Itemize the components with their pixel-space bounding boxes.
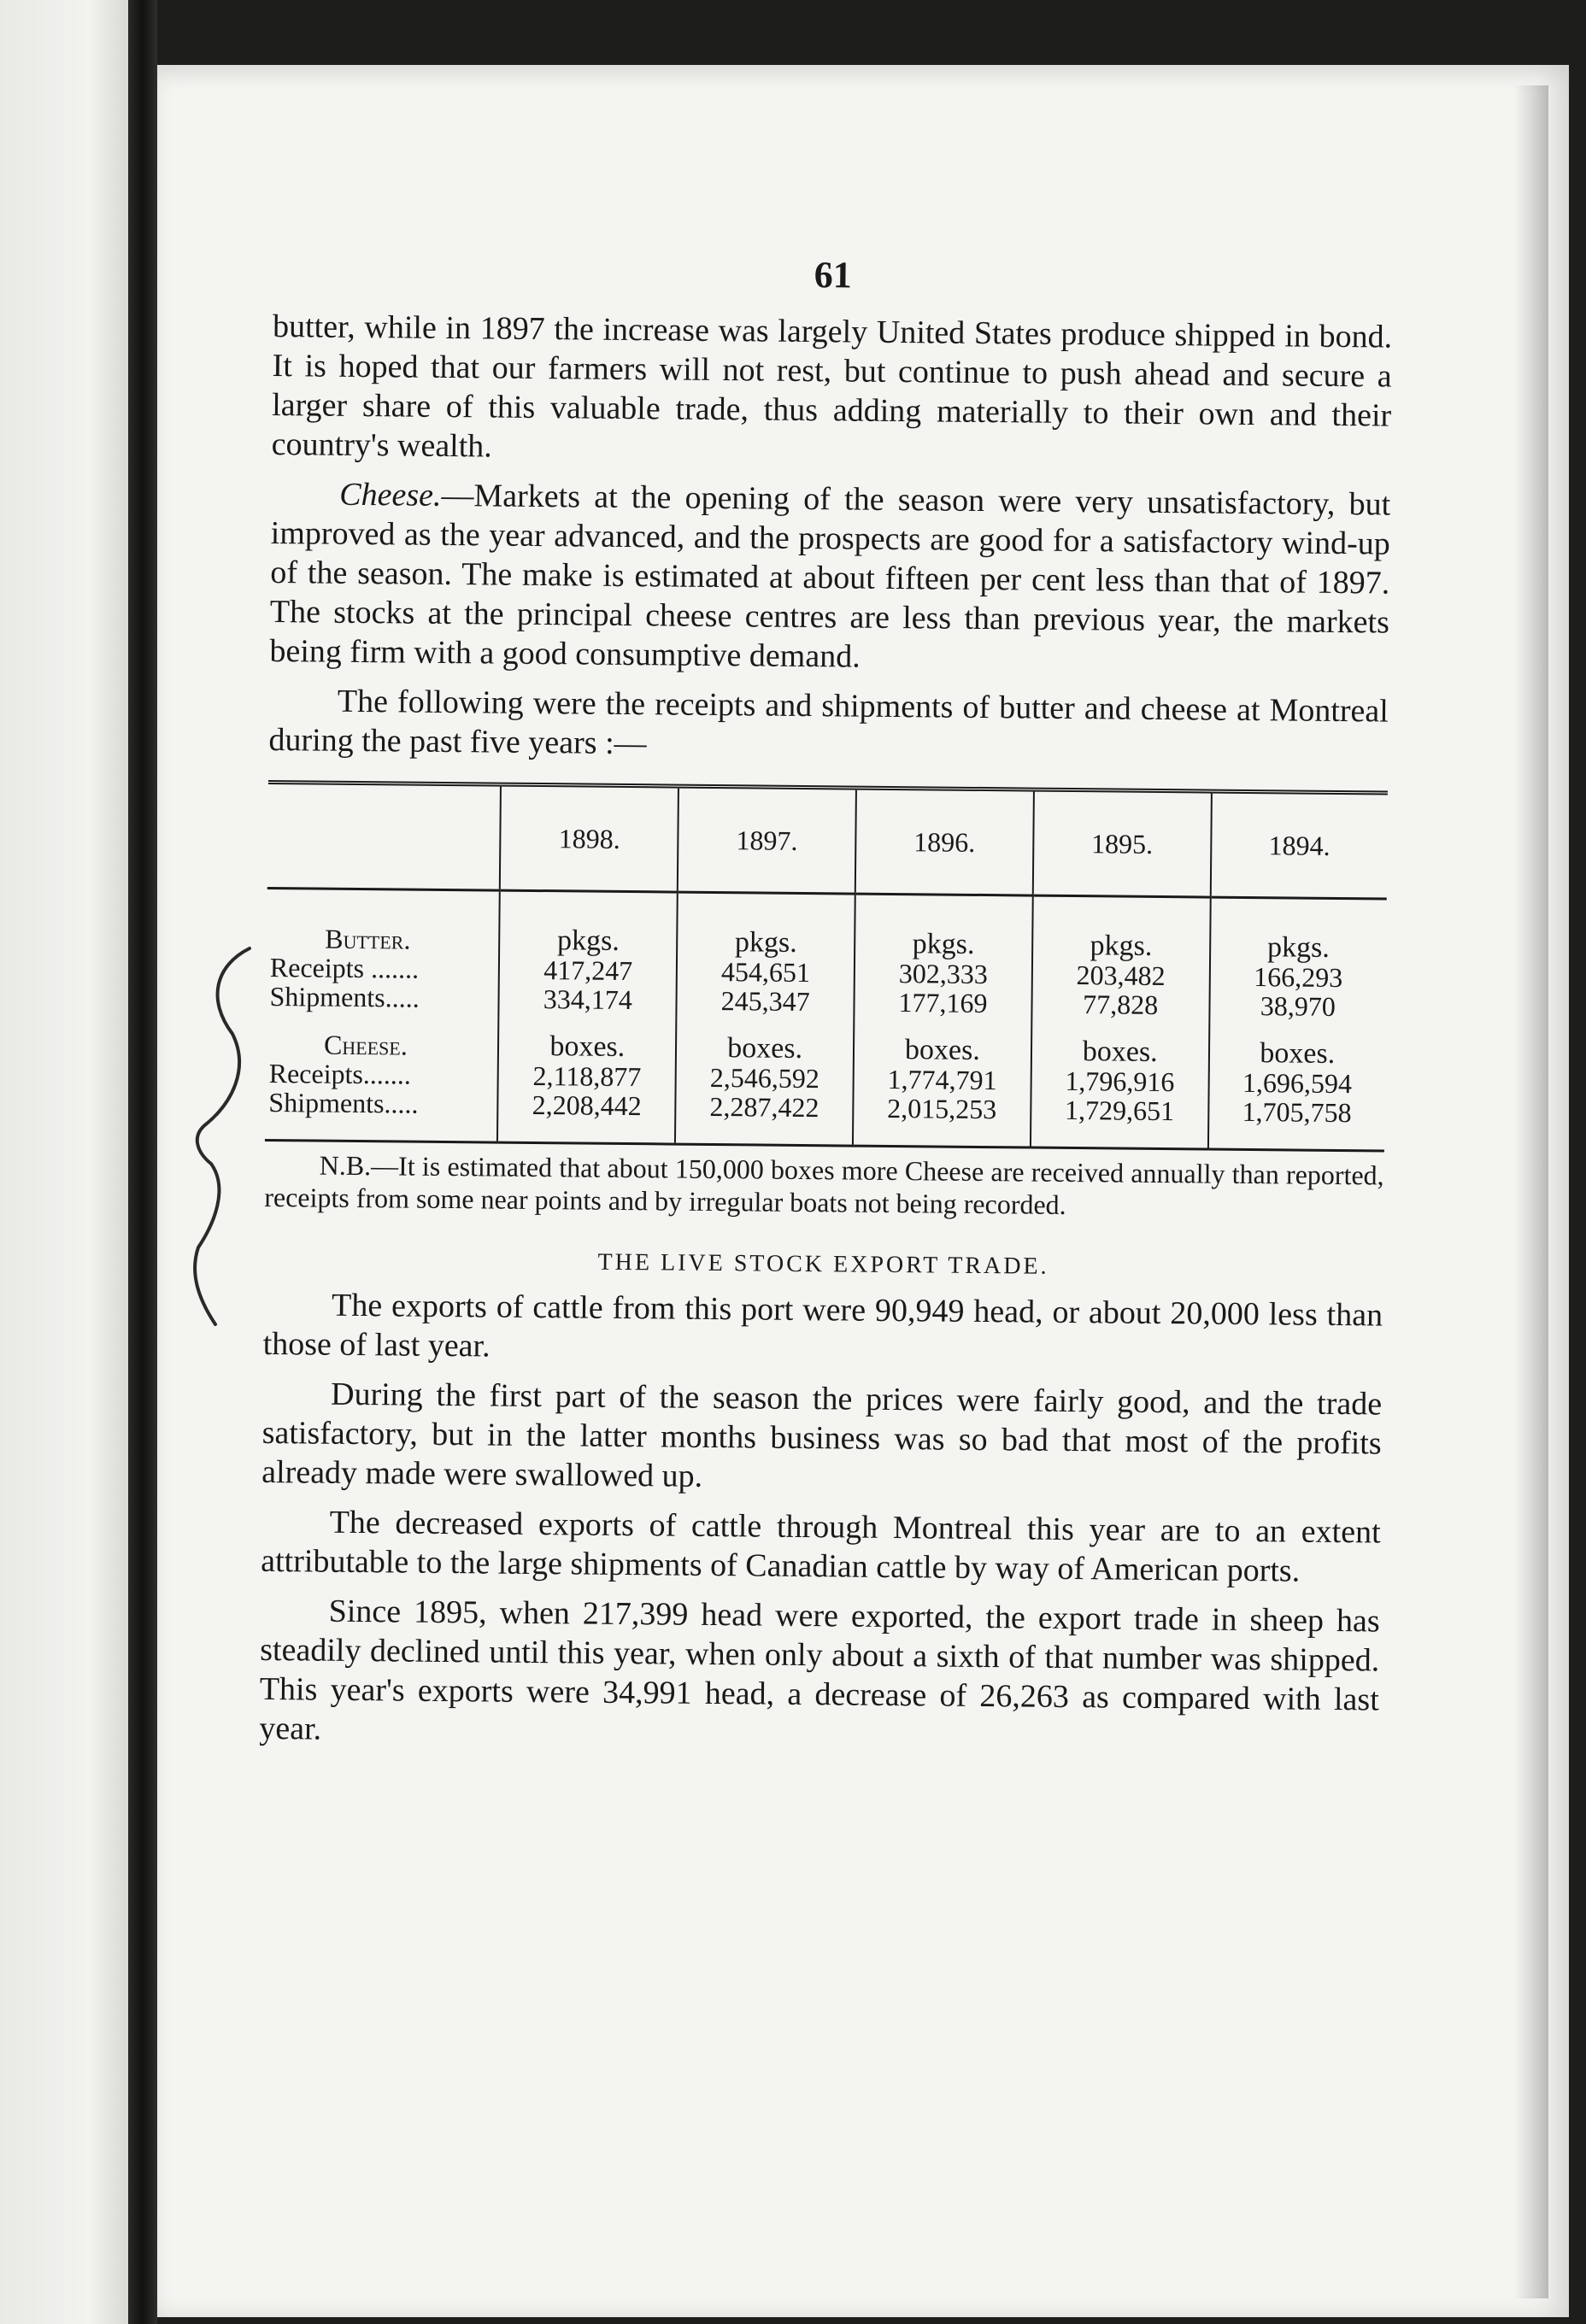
butter-label-cell (266, 888, 500, 1016)
butter-shipments-label: Shipments..... (269, 980, 420, 1013)
butter-cell-1897 (677, 892, 855, 1019)
butter-unit: pkgs. (1266, 931, 1330, 964)
butter-receipts-value: 302,333 (898, 958, 988, 990)
table-header-row (267, 782, 1388, 899)
cheese-run-in-heading: Cheese. (339, 476, 442, 514)
butter-shipments-value: 177,169 (898, 987, 988, 1019)
book-gutter (128, 0, 157, 2324)
page-number: 61 (814, 254, 852, 296)
cheese-unit: boxes. (549, 1030, 626, 1063)
header-label-cell (267, 782, 502, 890)
cheese-cell-1896 (853, 1020, 1031, 1147)
butter-cell-1898 (499, 890, 678, 1018)
cheese-unit: boxes. (727, 1032, 803, 1065)
cheese-text: —Markets at the opening of the season were very unsatisfactory, but improved as the year advanced, and the prospects are good for a satisfactory wind-up of the season. The make is estimated at about fifteen per cent less than that of 1897. The stocks at the principal cheese centres are less than previous year, the markets being firm with a good consumptive demand. (269, 477, 1391, 675)
paragraph-decreased-exports: The decreased exports of cattle through Montreal this year are to an extent attributable to the large shipments of Canadian cattle by way of American ports. (261, 1504, 1381, 1589)
butter-unit: pkgs. (734, 926, 797, 959)
paragraph-cattle-exports: The exports of cattle from this port were 90,949 head, or about 20,000 less than those of last year. (262, 1287, 1383, 1364)
cheese-label: Cheese. (323, 1029, 408, 1061)
cheese-cell-1898 (497, 1017, 676, 1144)
cheese-cell-1894 (1208, 1024, 1386, 1151)
cheese-shipments-value: 2,287,422 (709, 1090, 819, 1124)
cheese-receipts-value: 1,796,916 (1065, 1065, 1175, 1098)
butter-shipments-value: 77,828 (1083, 989, 1159, 1020)
section-heading-live-stock: THE LIVE STOCK EXPORT TRADE. (597, 1248, 1049, 1280)
table-intro: The following were the receipts and shipments of butter and cheese at Montreal during the past five years :— (268, 683, 1389, 762)
table-footnote: N.B.—It is estimated that about 150,000 boxes more Cheese are received annually than reported, receipts from some near points and by irregular boats not being recorded. (264, 1149, 1384, 1220)
cheese-row (265, 1014, 1385, 1151)
year-header: 1895. (1033, 789, 1212, 897)
cheese-unit: boxes. (904, 1034, 981, 1066)
cheese-shipments-value: 2,208,442 (532, 1089, 642, 1122)
paragraph-sheep-exports: Since 1895, when 217,399 head were exported, the export trade in sheep has steadily declined until this year, when only about a sixth of that number was shipped. This year's exports were 34,991 head, a decrease of 26,263 as compared with last year. (259, 1593, 1380, 1747)
cheese-cell-1897 (675, 1018, 854, 1146)
cheese-receipts-value: 1,774,791 (887, 1063, 997, 1096)
paragraph-cheese (269, 474, 1390, 682)
cheese-receipts-value: 1,696,594 (1242, 1066, 1353, 1100)
butter-shipments-value: 38,970 (1260, 990, 1336, 1022)
page-shadow-edge (1514, 85, 1548, 2298)
cheese-shipments-value: 2,015,253 (887, 1092, 997, 1125)
butter-cell-1896 (854, 894, 1032, 1021)
butter-unit: pkgs. (1090, 930, 1153, 962)
cheese-label-cell (265, 1014, 499, 1142)
facing-page-edge (0, 0, 128, 2324)
handwritten-brace-mark (181, 940, 258, 1333)
year-header: 1897. (678, 786, 856, 894)
butter-shipments-value: 245,347 (720, 985, 810, 1018)
butter-row (266, 888, 1386, 1024)
butter-unit: pkgs. (556, 924, 620, 957)
butter-cell-1895 (1031, 895, 1210, 1023)
cheese-shipments-value: 1,729,651 (1064, 1094, 1175, 1127)
butter-receipts-value: 203,482 (1076, 960, 1166, 992)
cheese-shipments-value: 1,705,758 (1242, 1095, 1352, 1129)
paragraph-butter-continued: butter, while in 1897 the increase was largely United States produce shipped in bond. It is hoped that our farmers will not rest, but continue to push ahead and secure a larger share of this valuable trade, thus adding materially to their own and their country's wealth. (271, 308, 1393, 465)
cheese-shipments-label: Shipments..... (268, 1086, 419, 1119)
butter-receipts-value: 166,293 (1254, 961, 1343, 994)
cheese-receipts-value: 2,546,592 (709, 1061, 819, 1095)
cheese-receipts-label: Receipts....... (268, 1057, 412, 1090)
butter-receipts-label: Receipts ....... (269, 952, 420, 984)
butter-shipments-value: 334,174 (543, 983, 633, 1016)
year-header: 1898. (500, 784, 678, 892)
page-content (259, 248, 1393, 1758)
year-header: 1894. (1210, 791, 1388, 899)
cheese-unit: boxes. (1260, 1037, 1336, 1070)
butter-unit: pkgs. (912, 928, 975, 960)
butter-receipts-value: 417,247 (543, 954, 633, 987)
cheese-receipts-value: 2,118,877 (532, 1059, 642, 1093)
paragraph-season-prices: During the first part of the season the prices were fairly good, and the trade satisfactory, but in the latter months business was so bad that most of the profits already made were swallowed up. (261, 1376, 1383, 1494)
receipts-shipments-table (265, 780, 1388, 1153)
cheese-unit: boxes. (1082, 1036, 1158, 1068)
butter-receipts-value: 454,651 (720, 956, 811, 989)
cheese-cell-1895 (1031, 1022, 1209, 1149)
butter-label: Butter. (325, 923, 411, 955)
year-header: 1896. (855, 788, 1034, 895)
butter-cell-1894 (1209, 897, 1387, 1024)
